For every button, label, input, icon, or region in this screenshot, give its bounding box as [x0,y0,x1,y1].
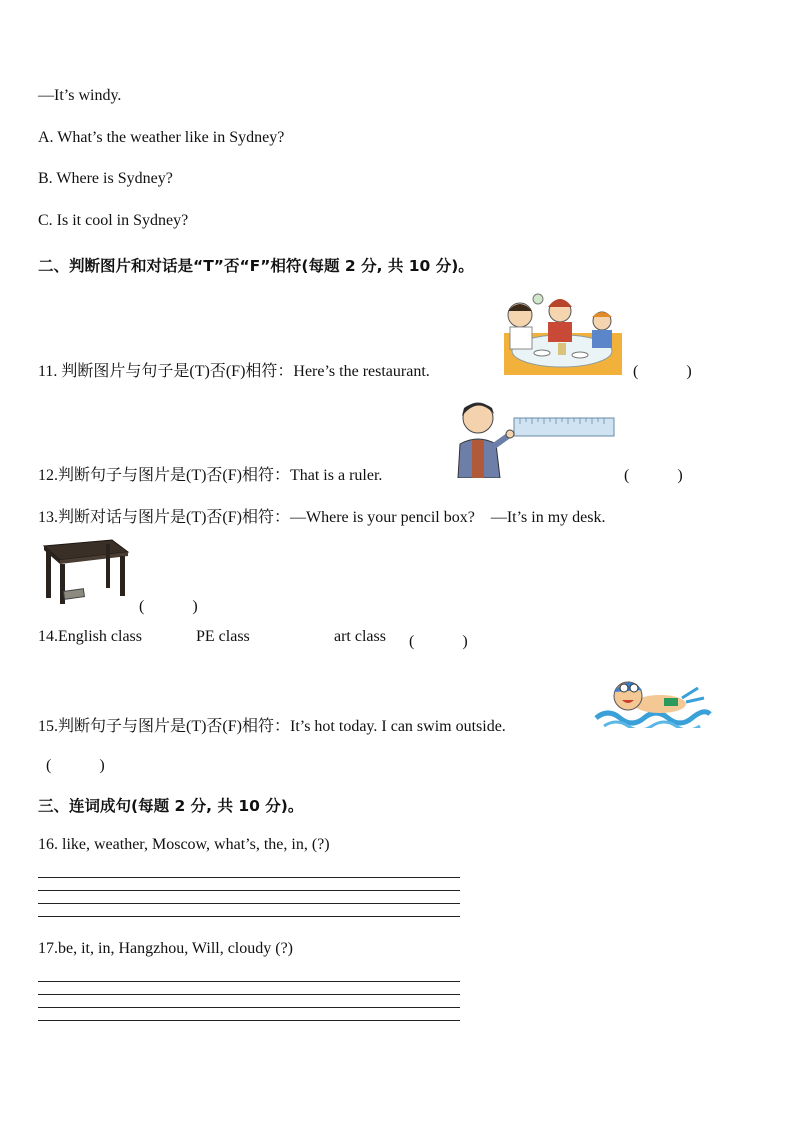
q13-answer-box[interactable]: ( ) [139,598,198,615]
q16-writing-line-3[interactable] [38,903,460,904]
q14-item-pe: PE class [196,628,250,645]
q16-writing-line-1[interactable] [38,877,460,878]
q16-prompt: 16. like, weather, Moscow, what’s, the, in, (?) [38,836,330,853]
q11-answer-box[interactable]: ( ) [633,363,692,380]
q10-answer-line: —It’s windy. [38,87,122,104]
q17-writing-line-2[interactable] [38,994,460,995]
desk-illustration [40,536,130,606]
q10-option-c: C. Is it cool in Sydney? [38,212,189,229]
q14-item-art: art class [334,628,386,645]
q17-writing-line-3[interactable] [38,1007,460,1008]
swimming-boy-illustration [594,668,712,728]
restaurant-illustration [502,293,624,376]
q11-prompt: 11. 判断图片与句子是(T)否(F)相符：Here’s the restaurant. [38,363,430,380]
q12-prompt: 12.判断句子与图片是(T)否(F)相符：That is a ruler. [38,467,383,484]
q10-option-b: B. Where is Sydney? [38,170,173,187]
q12-answer-box[interactable]: ( ) [624,467,683,484]
q17-prompt: 17.be, it, in, Hangzhou, Will, cloudy (?) [38,940,294,957]
q16-writing-line-2[interactable] [38,890,460,891]
section3-title: 三、连词成句(每题 2 分, 共 10 分)。 [38,797,304,815]
q14-item-english: 14.English class [38,628,142,645]
q15-prompt: 15.判断句子与图片是(T)否(F)相符：It’s hot today. I can swim outside. [38,718,506,735]
q13-prompt: 13.判断对话与图片是(T)否(F)相符：—Where is your pencil box? —It’s in my desk. [38,509,606,526]
q10-option-a: A. What’s the weather like in Sydney? [38,129,285,146]
q15-answer-box[interactable]: ( ) [46,757,105,774]
q16-writing-line-4[interactable] [38,916,460,917]
q14-answer-box[interactable]: ( ) [409,633,468,650]
boy-pointing-ruler-illustration [446,396,618,478]
q17-writing-line-1[interactable] [38,981,460,982]
section2-title: 二、判断图片和对话是“T”否“F”相符(每题 2 分, 共 10 分)。 [38,257,474,275]
q17-writing-line-4[interactable] [38,1020,460,1021]
